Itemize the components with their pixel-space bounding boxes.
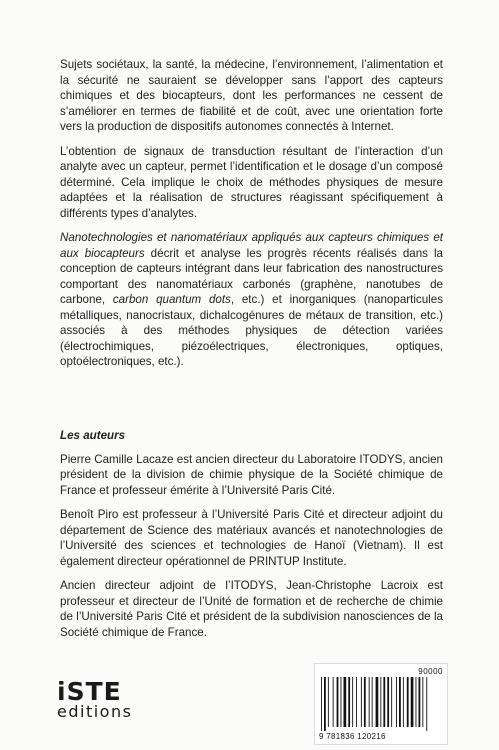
book-title-reference: Nanotechnologies et nanomatériaux appliqués aux capteurs chimiques et aux biocapteurs	[60, 231, 443, 260]
description-paragraph-2: L’obtention de signaux de transduction résultant de l’interaction d’un analyte avec un capteur, permet l’identification et le dosage d’un composé déterminé. Cela implique le choix de méthodes physiques de mesure adaptées et la réalisation de structures réagissant spécifiquement à différents types d’analytes.	[60, 144, 443, 220]
book-description	[60, 57, 443, 379]
authors-heading: Les auteurs	[60, 429, 126, 442]
description-paragraph-3	[60, 230, 443, 370]
description-paragraph-1: Sujets sociétaux, la santé, la médecine, l’environnement, l’alimentation et la sécurité ne sauraient se développer sans l’apport des capteurs chimiques et des biocapteurs, dont les performances ne cessent de s’améliorer en termes de fiabilité et de coût, avec une orientation forte vers la production de dispositifs autonomes connectés à Internet.	[60, 58, 443, 133]
author-bio-3: Ancien directeur adjoint de l’ITODYS, Jean-Christophe Lacroix est professeur et directeur de l’Unité de formation et de recherche de chimie de l’Université Paris Cité et président de la subdivision nanosciences de la Société chimique de France.	[60, 579, 443, 639]
barcode-price-addon: 90000	[418, 667, 443, 676]
logo-subtitle: editions	[57, 702, 133, 721]
author-bio-1: Pierre Camille Lacaze est ancien directeur du Laboratoire ITODYS, ancien président de la division de chimie physique de la Société chimique de France et professeur émérite à l’Université Paris Cité.	[60, 452, 443, 497]
iste-editions-logo	[57, 677, 157, 723]
barcode-bars-icon	[321, 677, 441, 731]
logo-wordmark: iSTE	[57, 677, 122, 706]
description-paragraph-3-part-a: décrit et analyse les progrès récents réalisés dans la conception de capteurs intégrant dans leur fabrication des nanostructures comportant des nanomatériaux carbonés (graphène, nanotubes de carbone,	[60, 246, 444, 306]
carbon-quantum-dots-term: carbon quantum dots	[112, 293, 231, 306]
barcode-isbn-number: 9 781836 120216	[319, 732, 386, 741]
author-bio-2: Benoît Piro est professeur à l’Université Paris Cité et directeur adjoint du département de Science des matériaux avancés et nanotechnologies de l’Université des sciences et technologies de Hanoï (Vietnam). Il est également directeur opérationnel de PRINTUP Institute.	[60, 508, 443, 568]
authors-section	[60, 428, 443, 649]
isbn-barcode	[314, 663, 448, 745]
description-paragraph-3-part-b: , etc.) et inorganiques (nanoparticules métalliques, nanocristaux, dichalcogénures de métaux de transition, etc.) associés à des méthodes physiques de détection variées (électrochimiques, piézoélectriques, électroniques, optiques, optoélectroniques, etc.).	[60, 293, 443, 368]
